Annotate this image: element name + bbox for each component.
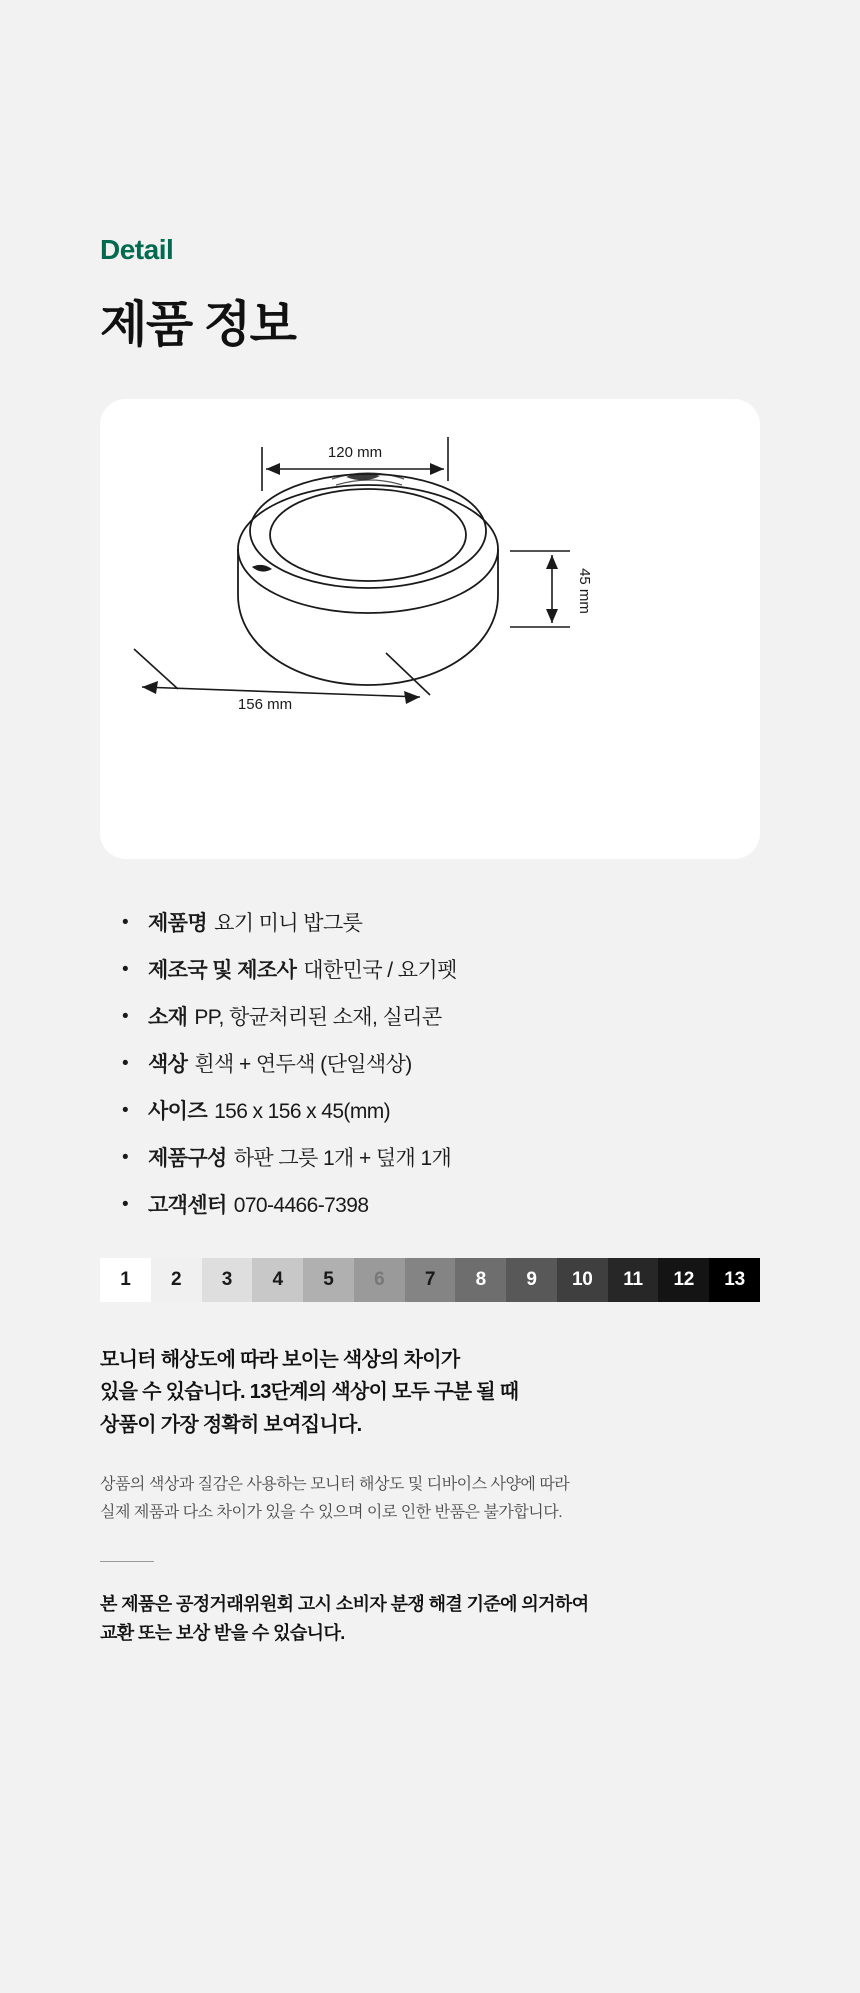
grayscale-step-2: 2 [151,1258,202,1302]
product-dimension-diagram [100,399,760,859]
notice-strong-line-1: 모니터 해상도에 따라 보이는 색상의 차이가 [100,1348,460,1371]
spec-value: 070-4466-7398 [233,1193,369,1217]
grayscale-step-11: 11 [608,1258,659,1302]
spec-key: 제품명 [148,911,208,935]
spec-value: 요기 미니 밥그릇 [214,911,363,935]
notice-small-line-1: 상품의 색상과 질감은 사용하는 모니터 해상도 및 디바이스 사양에 따라 [100,1476,570,1494]
grayscale-step-4: 4 [252,1258,303,1302]
spec-key: 사이즈 [148,1099,208,1123]
notice-strong-line-2: 있을 수 있습니다. 13단계의 색상이 모두 구분 될 때 [100,1381,519,1404]
spec-value: 하판 그릇 1개 + 덮개 1개 [233,1146,452,1170]
grayscale-step-1: 1 [100,1258,151,1302]
spec-value: PP, 항균처리된 소재, 실리콘 [194,1005,442,1029]
grayscale-step-7: 7 [405,1258,456,1302]
grayscale-step-3: 3 [202,1258,253,1302]
list-item [100,1101,760,1122]
notice-strong-line-3: 상품이 가장 정확히 보여집니다. [100,1413,362,1436]
page-title: 제품 정보 [100,298,296,352]
list-item [100,960,760,981]
dimension-drawing [100,399,760,859]
notice-bottom-line-2: 교환 또는 보상 받을 수 있습니다. [100,1623,345,1644]
list-item [100,913,760,934]
list-item [100,1007,760,1028]
spec-list [100,913,760,1216]
width-dimension-label: 120 mm [327,443,383,461]
height-dimension-label: 45 mm [576,567,593,614]
section-eyebrow: Detail [100,234,174,265]
notice-small-line-2: 실제 제품과 다소 차이가 있을 수 있으며 이로 인한 반품은 불가합니다. [100,1504,563,1522]
monitor-notice-strong [100,1344,760,1441]
spec-value: 156 x 156 x 45(mm) [214,1099,391,1123]
spec-key: 색상 [148,1052,188,1076]
notice-bottom-line-1: 본 제품은 공정거래위원회 고시 소비자 분쟁 해결 기준에 의거하여 [100,1594,589,1615]
list-item [100,1148,760,1169]
grayscale-step-8: 8 [455,1258,506,1302]
spec-key: 제조국 및 제조사 [148,958,297,982]
spec-key: 제품구성 [148,1146,227,1170]
grayscale-step-13: 13 [709,1258,760,1302]
section-divider [100,1561,154,1562]
list-item [100,1195,760,1216]
grayscale-step-6: 6 [354,1258,405,1302]
spec-value: 흰색 + 연두색 (단일색상) [194,1052,412,1076]
grayscale-step-5: 5 [303,1258,354,1302]
spec-key: 소재 [148,1005,188,1029]
list-item [100,1054,760,1075]
depth-dimension-label: 156 mm [237,695,293,713]
grayscale-calibration-bar [100,1258,760,1302]
spec-key: 고객센터 [148,1193,227,1217]
grayscale-step-12: 12 [658,1258,709,1302]
spec-value: 대한민국 / 요기펫 [303,958,457,982]
grayscale-step-10: 10 [557,1258,608,1302]
grayscale-step-9: 9 [506,1258,557,1302]
consumer-dispute-notice [100,1590,760,1768]
monitor-notice-small [100,1471,760,1527]
